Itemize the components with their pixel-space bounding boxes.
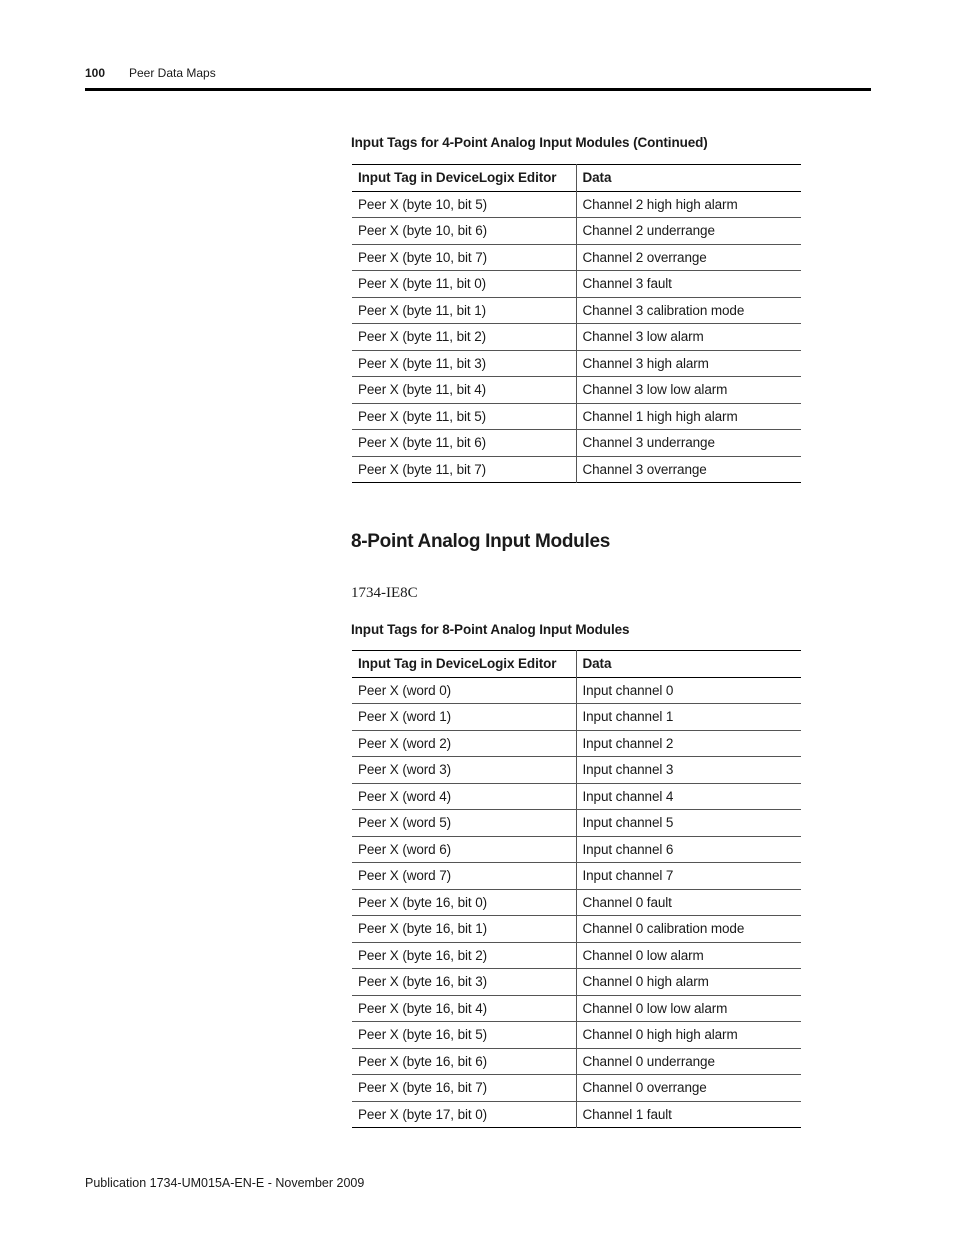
page-header xyxy=(85,66,871,90)
data-cell: Input channel 4 xyxy=(582,788,674,804)
page-number: 100 xyxy=(85,66,106,80)
data-cell: Channel 0 high alarm xyxy=(582,974,709,990)
input-tag-cell: Peer X (byte 16, bit 6) xyxy=(352,1048,576,1075)
table1-column-header-tag: Input Tag in DeviceLogix Editor xyxy=(352,165,576,192)
table1-column-header-data: Data xyxy=(582,170,612,186)
data-cell: Channel 2 underrange xyxy=(582,223,715,239)
input-tag-cell: Peer X (byte 11, bit 4) xyxy=(352,377,576,404)
input-tag-cell: Peer X (byte 10, bit 7) xyxy=(352,244,576,271)
table-row xyxy=(352,810,801,837)
table-row xyxy=(352,783,801,810)
input-tag-cell: Peer X (byte 16, bit 7) xyxy=(352,1075,576,1102)
input-tag-cell: Peer X (byte 11, bit 3) xyxy=(352,350,576,377)
input-tag-cell: Peer X (byte 11, bit 1) xyxy=(352,297,576,324)
data-cell: Channel 3 low alarm xyxy=(582,329,704,345)
input-tag-cell: Peer X (word 4) xyxy=(352,783,576,810)
table-row xyxy=(352,430,801,457)
table2-input-tags-8pt xyxy=(352,650,801,1128)
input-tag-cell: Peer X (byte 17, bit 0) xyxy=(352,1101,576,1128)
table-row xyxy=(352,1101,801,1128)
table-row xyxy=(352,271,801,298)
data-cell: Channel 3 calibration mode xyxy=(582,302,745,318)
input-tag-cell: Peer X (byte 11, bit 0) xyxy=(352,271,576,298)
table-row xyxy=(352,863,801,890)
table-row xyxy=(352,191,801,218)
input-tag-cell: Peer X (word 1) xyxy=(352,704,576,731)
header-section-title: Peer Data Maps xyxy=(129,66,216,80)
input-tag-cell: Peer X (word 5) xyxy=(352,810,576,837)
table-row xyxy=(352,244,801,271)
data-cell: Channel 0 overrange xyxy=(582,1080,707,1096)
input-tag-cell: Peer X (byte 11, bit 5) xyxy=(352,403,576,430)
data-cell: Input channel 3 xyxy=(582,762,674,778)
data-cell: Input channel 7 xyxy=(582,868,674,884)
table2-header-row xyxy=(352,651,801,678)
data-cell: Channel 3 high alarm xyxy=(582,355,709,371)
input-tag-cell: Peer X (byte 10, bit 5) xyxy=(352,191,576,218)
data-cell: Channel 2 overrange xyxy=(582,249,707,265)
input-tag-cell: Peer X (byte 11, bit 6) xyxy=(352,430,576,457)
data-cell: Input channel 6 xyxy=(582,841,674,857)
table-row xyxy=(352,704,801,731)
data-cell: Channel 3 underrange xyxy=(582,435,715,451)
table-row xyxy=(352,942,801,969)
input-tag-cell: Peer X (byte 16, bit 2) xyxy=(352,942,576,969)
data-cell: Channel 0 low low alarm xyxy=(582,1000,728,1016)
module-catalog-number: 1734-IE8C xyxy=(351,585,418,601)
table-row xyxy=(352,1075,801,1102)
table1-body xyxy=(352,191,801,483)
input-tag-cell: Peer X (byte 16, bit 4) xyxy=(352,995,576,1022)
data-cell: Input channel 1 xyxy=(582,709,674,725)
table-row xyxy=(352,403,801,430)
input-tag-cell: Peer X (byte 11, bit 7) xyxy=(352,456,576,483)
section-heading: 8-Point Analog Input Modules xyxy=(351,531,610,552)
data-cell: Input channel 2 xyxy=(582,735,674,751)
table2-column-header-tag: Input Tag in DeviceLogix Editor xyxy=(352,651,576,678)
table-row xyxy=(352,677,801,704)
data-cell: Channel 0 underrange xyxy=(582,1053,715,1069)
table-row xyxy=(352,297,801,324)
input-tag-cell: Peer X (word 3) xyxy=(352,757,576,784)
table-row xyxy=(352,995,801,1022)
table2-body xyxy=(352,677,801,1128)
data-cell: Channel 1 high high alarm xyxy=(582,408,738,424)
input-tag-cell: Peer X (byte 11, bit 2) xyxy=(352,324,576,351)
table-row xyxy=(352,889,801,916)
table-row xyxy=(352,324,801,351)
table-row xyxy=(352,1048,801,1075)
table-row xyxy=(352,916,801,943)
input-tag-cell: Peer X (word 6) xyxy=(352,836,576,863)
table1-caption: Input Tags for 4-Point Analog Input Modules (Continued) xyxy=(351,135,708,150)
table2-caption: Input Tags for 8-Point Analog Input Modules xyxy=(351,622,630,637)
header-rule xyxy=(85,88,871,91)
input-tag-cell: Peer X (byte 16, bit 1) xyxy=(352,916,576,943)
data-cell: Channel 0 fault xyxy=(582,894,672,910)
input-tag-cell: Peer X (word 2) xyxy=(352,730,576,757)
table1-header-row xyxy=(352,165,801,192)
input-tag-cell: Peer X (byte 16, bit 0) xyxy=(352,889,576,916)
data-cell: Channel 1 fault xyxy=(582,1106,672,1122)
input-tag-cell: Peer X (byte 10, bit 6) xyxy=(352,218,576,245)
input-tag-cell: Peer X (byte 16, bit 3) xyxy=(352,969,576,996)
data-cell: Channel 3 low low alarm xyxy=(582,382,728,398)
table-row xyxy=(352,836,801,863)
data-cell: Channel 0 low alarm xyxy=(582,947,704,963)
table-row xyxy=(352,350,801,377)
table-row xyxy=(352,757,801,784)
table-row xyxy=(352,456,801,483)
publication-footer: Publication 1734-UM015A-EN-E - November 2009 xyxy=(85,1176,365,1190)
input-tag-cell: Peer X (byte 16, bit 5) xyxy=(352,1022,576,1049)
table2-column-header-data: Data xyxy=(582,656,612,672)
input-tag-cell: Peer X (word 0) xyxy=(352,677,576,704)
data-cell: Channel 0 high high alarm xyxy=(582,1027,738,1043)
data-cell: Channel 2 high high alarm xyxy=(582,196,738,212)
data-cell: Input channel 0 xyxy=(582,682,674,698)
data-cell: Channel 0 calibration mode xyxy=(582,921,745,937)
table-row xyxy=(352,377,801,404)
data-cell: Channel 3 overrange xyxy=(582,461,707,477)
data-cell: Input channel 5 xyxy=(582,815,674,831)
table1-input-tags-4pt xyxy=(352,164,801,483)
table-row xyxy=(352,218,801,245)
table-row xyxy=(352,1022,801,1049)
input-tag-cell: Peer X (word 7) xyxy=(352,863,576,890)
data-cell: Channel 3 fault xyxy=(582,276,672,292)
table-row xyxy=(352,730,801,757)
table-row xyxy=(352,969,801,996)
